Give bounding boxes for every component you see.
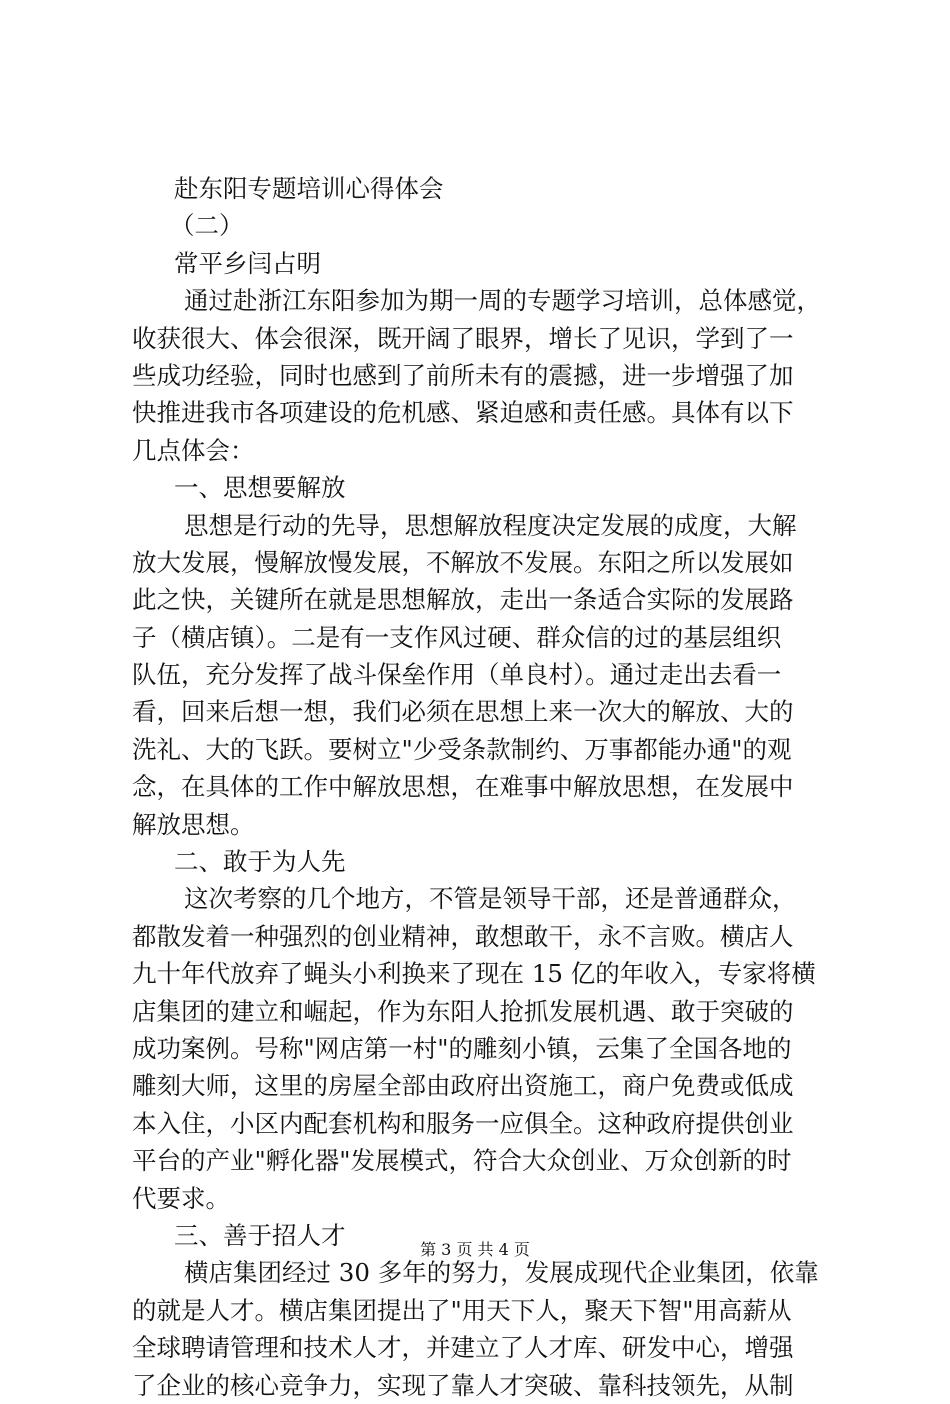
text-line: 雕刻大师，这里的房屋全部由政府出资施工，商户免费或低成 xyxy=(132,1071,794,1101)
text-line: 了企业的核心竞争力，实现了靠人才突破、靠科技领先，从制 xyxy=(132,1370,794,1400)
text-line: 这次考察的几个地方，不管是领导干部，还是普通群众， xyxy=(184,884,797,914)
text-line: 横店集团经过 30 多年的努力，发展成现代企业集团，依靠 xyxy=(184,1258,819,1288)
text-line: 全球聘请管理和技术人才，并建立了人才库、研发中心，增强 xyxy=(132,1333,794,1363)
text-line: 些成功经验，同时也感到了前所未有的震撼，进一步增强了加 xyxy=(132,360,794,390)
document-author: 常平乡闫占明 xyxy=(174,248,321,278)
text-line: 队伍，充分发挥了战斗保垒作用（单良村）。通过走出去看一 xyxy=(132,660,782,690)
document-paragraphs xyxy=(132,282,832,1404)
text-line: 一、思想要解放 xyxy=(174,473,346,503)
text-line: 几点体会： xyxy=(132,435,255,465)
text-line: 本入住，小区内配套机构和服务一应俱全。这种政府提供创业 xyxy=(132,1108,794,1138)
text-line: 此之快，关键所在就是思想解放，走出一条适合实际的发展路 xyxy=(132,585,794,615)
text-line: 通过赴浙江东阳参加为期一周的专题学习培训，总体感觉， xyxy=(184,286,821,316)
text-line: 解放思想。 xyxy=(132,809,255,839)
text-line: 的就是人才。横店集团提出了"用天下人，聚天下智"用高薪从 xyxy=(132,1295,792,1325)
text-line: 代要求。 xyxy=(132,1183,230,1213)
text-line: 店集团的建立和崛起，作为东阳人抢抓发展机遇、敢于突破的 xyxy=(132,996,794,1026)
text-line: 子（横店镇）。二是有一支作风过硬、群众信的过的基层组织 xyxy=(132,622,782,652)
text-line: 洗礼、大的飞跃。要树立"少受条款制约、万事都能办通"的观 xyxy=(132,734,792,764)
text-line: 成功案例。号称"网店第一村"的雕刻小镇，云集了全国各地的 xyxy=(132,1033,792,1063)
text-line: 三、善于招人才 xyxy=(174,1220,346,1250)
text-line: 平台的产业"孵化器"发展模式，符合大众创业、万众创新的时 xyxy=(132,1146,792,1176)
text-line: 收获很大、体会很深，既开阔了眼界，增长了见识，学到了一 xyxy=(132,323,794,353)
text-line: 放大发展，慢解放慢发展，不解放不发展。东阳之所以发展如 xyxy=(132,547,794,577)
text-line: 快推进我市各项建设的危机感、紧迫感和责任感。具体有以下 xyxy=(132,398,794,428)
document-subtitle: （二） xyxy=(170,211,244,241)
document-title: 赴东阳专题培训心得体会 xyxy=(174,174,444,203)
text-line: 念，在具体的工作中解放思想，在难事中解放思想，在发展中 xyxy=(132,772,794,802)
text-line: 看，回来后想一想，我们必须在思想上来一次大的解放、大的 xyxy=(132,697,794,727)
text-line: 都散发着一种强烈的创业精神，敢想敢干，永不言败。横店人 xyxy=(132,921,794,951)
page-footer: 第 3 页 共 4 页 xyxy=(420,1240,530,1259)
text-line: 思想是行动的先导，思想解放程度决定发展的成度，大解 xyxy=(184,510,797,540)
text-line: 九十年代放弃了蝇头小利换来了现在 15 亿的年收入，专家将横 xyxy=(132,959,816,989)
text-line: 二、敢于为人先 xyxy=(174,847,346,877)
document-body xyxy=(132,170,832,1404)
